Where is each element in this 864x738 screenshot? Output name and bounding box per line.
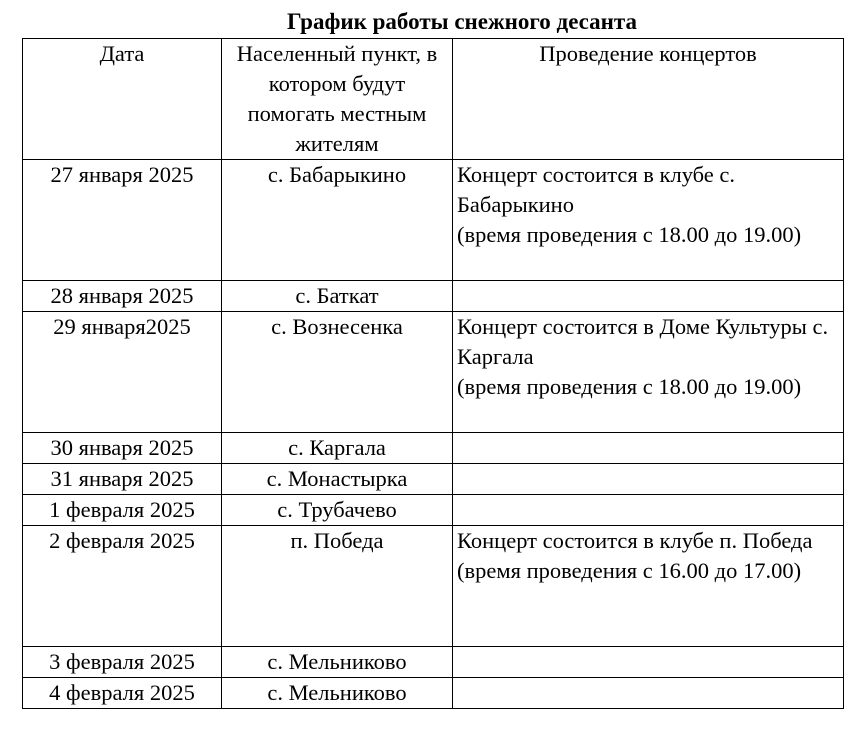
row-concert	[453, 433, 844, 464]
row-concert	[453, 647, 844, 678]
page-title: График работы снежного десанта	[287, 9, 637, 34]
concert-time: (время проведения с 18.00 до 19.00)	[457, 374, 802, 399]
row-date: 1 февраля 2025	[23, 495, 222, 526]
schedule-table	[22, 38, 844, 709]
row-concert	[453, 678, 844, 709]
table-header-row	[23, 39, 844, 160]
row-concert	[453, 160, 844, 281]
row-date: 2 февраля 2025	[23, 526, 222, 647]
table-row	[23, 678, 844, 709]
row-concert	[453, 495, 844, 526]
header-place: Населенный пункт, в котором будут помогать местным жителям	[222, 39, 453, 160]
table-row	[23, 526, 844, 647]
row-date: 31 января 2025	[23, 464, 222, 495]
row-place: с. Мельниково	[222, 678, 453, 709]
row-date: 29 января2025	[23, 312, 222, 433]
row-place: с. Трубачево	[222, 495, 453, 526]
concert-time: (время проведения с 18.00 до 19.00)	[457, 222, 802, 247]
row-place: с. Баткат	[222, 281, 453, 312]
row-place: с. Каргала	[222, 433, 453, 464]
header-date: Дата	[23, 39, 222, 160]
concert-time: (время проведения с 16.00 до 17.00)	[457, 558, 802, 583]
row-place: с. Бабарыкино	[222, 160, 453, 281]
row-date: 30 января 2025	[23, 433, 222, 464]
row-date: 4 февраля 2025	[23, 678, 222, 709]
table-row	[23, 495, 844, 526]
row-concert	[453, 464, 844, 495]
row-date: 27 января 2025	[23, 160, 222, 281]
row-concert	[453, 281, 844, 312]
table-row	[23, 464, 844, 495]
row-place: с. Монастырка	[222, 464, 453, 495]
row-concert	[453, 526, 844, 647]
row-place: с. Мельниково	[222, 647, 453, 678]
row-date: 3 февраля 2025	[23, 647, 222, 678]
table-row	[23, 433, 844, 464]
concert-text: Концерт состоится в Доме Культуры с. Каргала	[457, 314, 829, 369]
table-row	[23, 281, 844, 312]
concert-text: Концерт состоится в клубе с. Бабарыкино	[457, 162, 736, 217]
row-place: с. Вознесенка	[222, 312, 453, 433]
table-row	[23, 160, 844, 281]
table-row	[23, 647, 844, 678]
row-date: 28 января 2025	[23, 281, 222, 312]
header-concert: Проведение концертов	[453, 39, 844, 160]
table-row	[23, 312, 844, 433]
concert-text: Концерт состоится в клубе п. Победа	[457, 528, 813, 553]
row-place: п. Победа	[222, 526, 453, 647]
row-concert	[453, 312, 844, 433]
